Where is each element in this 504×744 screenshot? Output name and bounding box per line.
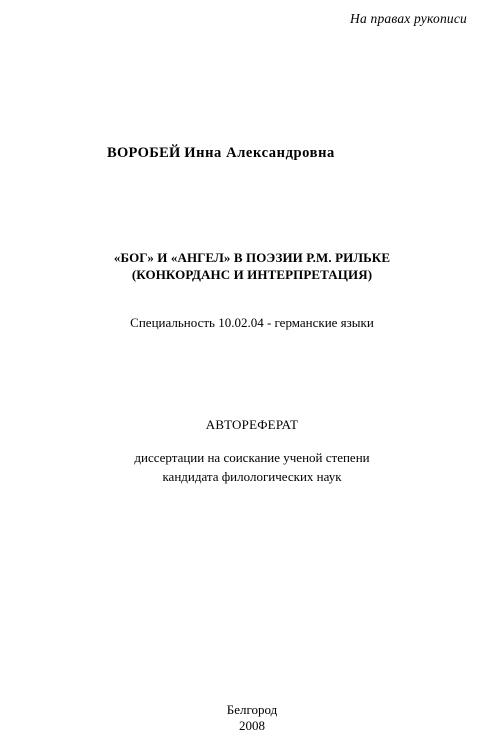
place-and-year bbox=[0, 702, 504, 734]
year: 2008 bbox=[239, 718, 265, 733]
degree-line-2: кандидата филологических наук bbox=[162, 469, 342, 484]
author-given-names: Инна Александровна bbox=[184, 145, 335, 161]
degree-line-1: диссертации на соискание ученой степени bbox=[134, 450, 370, 465]
title-line-2: (КОНКОРДАНС И ИНТЕРПРЕТАЦИЯ) bbox=[131, 267, 373, 282]
author-surname: ВОРОБЕЙ bbox=[107, 145, 181, 161]
abstract-label: АВТОРЕФЕРАТ bbox=[205, 417, 299, 432]
city: Белгород bbox=[226, 702, 278, 717]
dissertation-title bbox=[0, 249, 504, 283]
author-name bbox=[107, 145, 335, 162]
specialty-line: Специальность 10.02.04 - германские языки bbox=[130, 315, 374, 330]
title-line-1: «БОГ» И «АНГЕЛ» В ПОЭЗИИ Р.М. РИЛЬКЕ bbox=[113, 250, 391, 265]
degree-description bbox=[0, 448, 504, 486]
manuscript-note: На правах рукописи bbox=[350, 11, 467, 26]
